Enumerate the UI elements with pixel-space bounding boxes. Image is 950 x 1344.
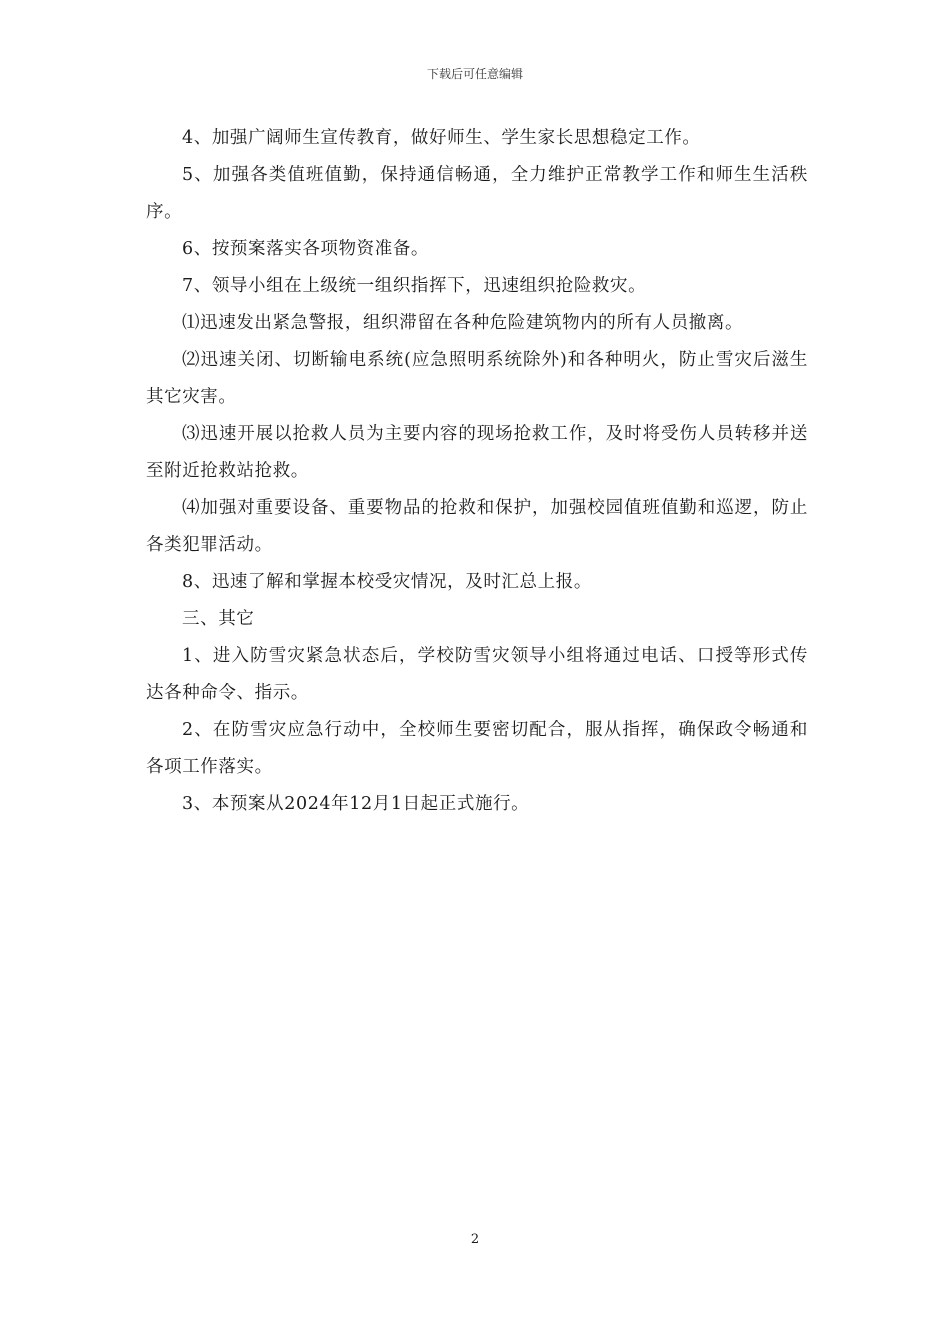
paragraph-subitem-3: ⑶迅速开展以抢救人员为主要内容的现场抢救工作，及时将受伤人员转移并送至附近抢救站抢救。 (146, 424, 808, 481)
paragraph-item-7: 7、领导小组在上级统一组织指挥下，迅速组织抢险救灾。 (182, 276, 647, 296)
paragraph-other-1: 1、进入防雪灾紧急状态后，学校防雪灾领导小组将通过电话、口授等形式传达各种命令、指示。 (146, 646, 808, 703)
paragraph-subitem-2: ⑵迅速关闭、切断输电系统(应急照明系统除外)和各种明火，防止雪灾后滋生其它灾害。 (146, 350, 808, 407)
paragraph-subitem-1: ⑴迅速发出紧急警报，组织滞留在各种危险建筑物内的所有人员撤离。 (182, 313, 744, 333)
document-body (146, 120, 808, 823)
paragraph-subitem-4: ⑷加强对重要设备、重要物品的抢救和保护，加强校园值班值勤和巡逻，防止各类犯罪活动。 (146, 498, 808, 555)
paragraph-item-6: 6、按预案落实各项物资准备。 (182, 239, 430, 259)
paragraph-other-3: 3、本预案从2024年12月1日起正式施行。 (182, 794, 530, 814)
paragraph-item-5: 5、加强各类值班值勤，保持通信畅通，全力维护正常教学工作和师生生活秩序。 (146, 165, 808, 222)
section-heading-other: 三、其它 (182, 609, 255, 629)
page-number: 2 (470, 1232, 480, 1247)
paragraph-item-8: 8、迅速了解和掌握本校受灾情况，及时汇总上报。 (182, 572, 592, 592)
paragraph-item-4: 4、加强广阔师生宣传教育，做好师生、学生家长思想稳定工作。 (182, 128, 701, 148)
page-header: 下载后可任意编辑 (426, 67, 523, 81)
paragraph-other-2: 2、在防雪灾应急行动中，全校师生要密切配合，服从指挥，确保政令畅通和各项工作落实。 (146, 720, 808, 777)
